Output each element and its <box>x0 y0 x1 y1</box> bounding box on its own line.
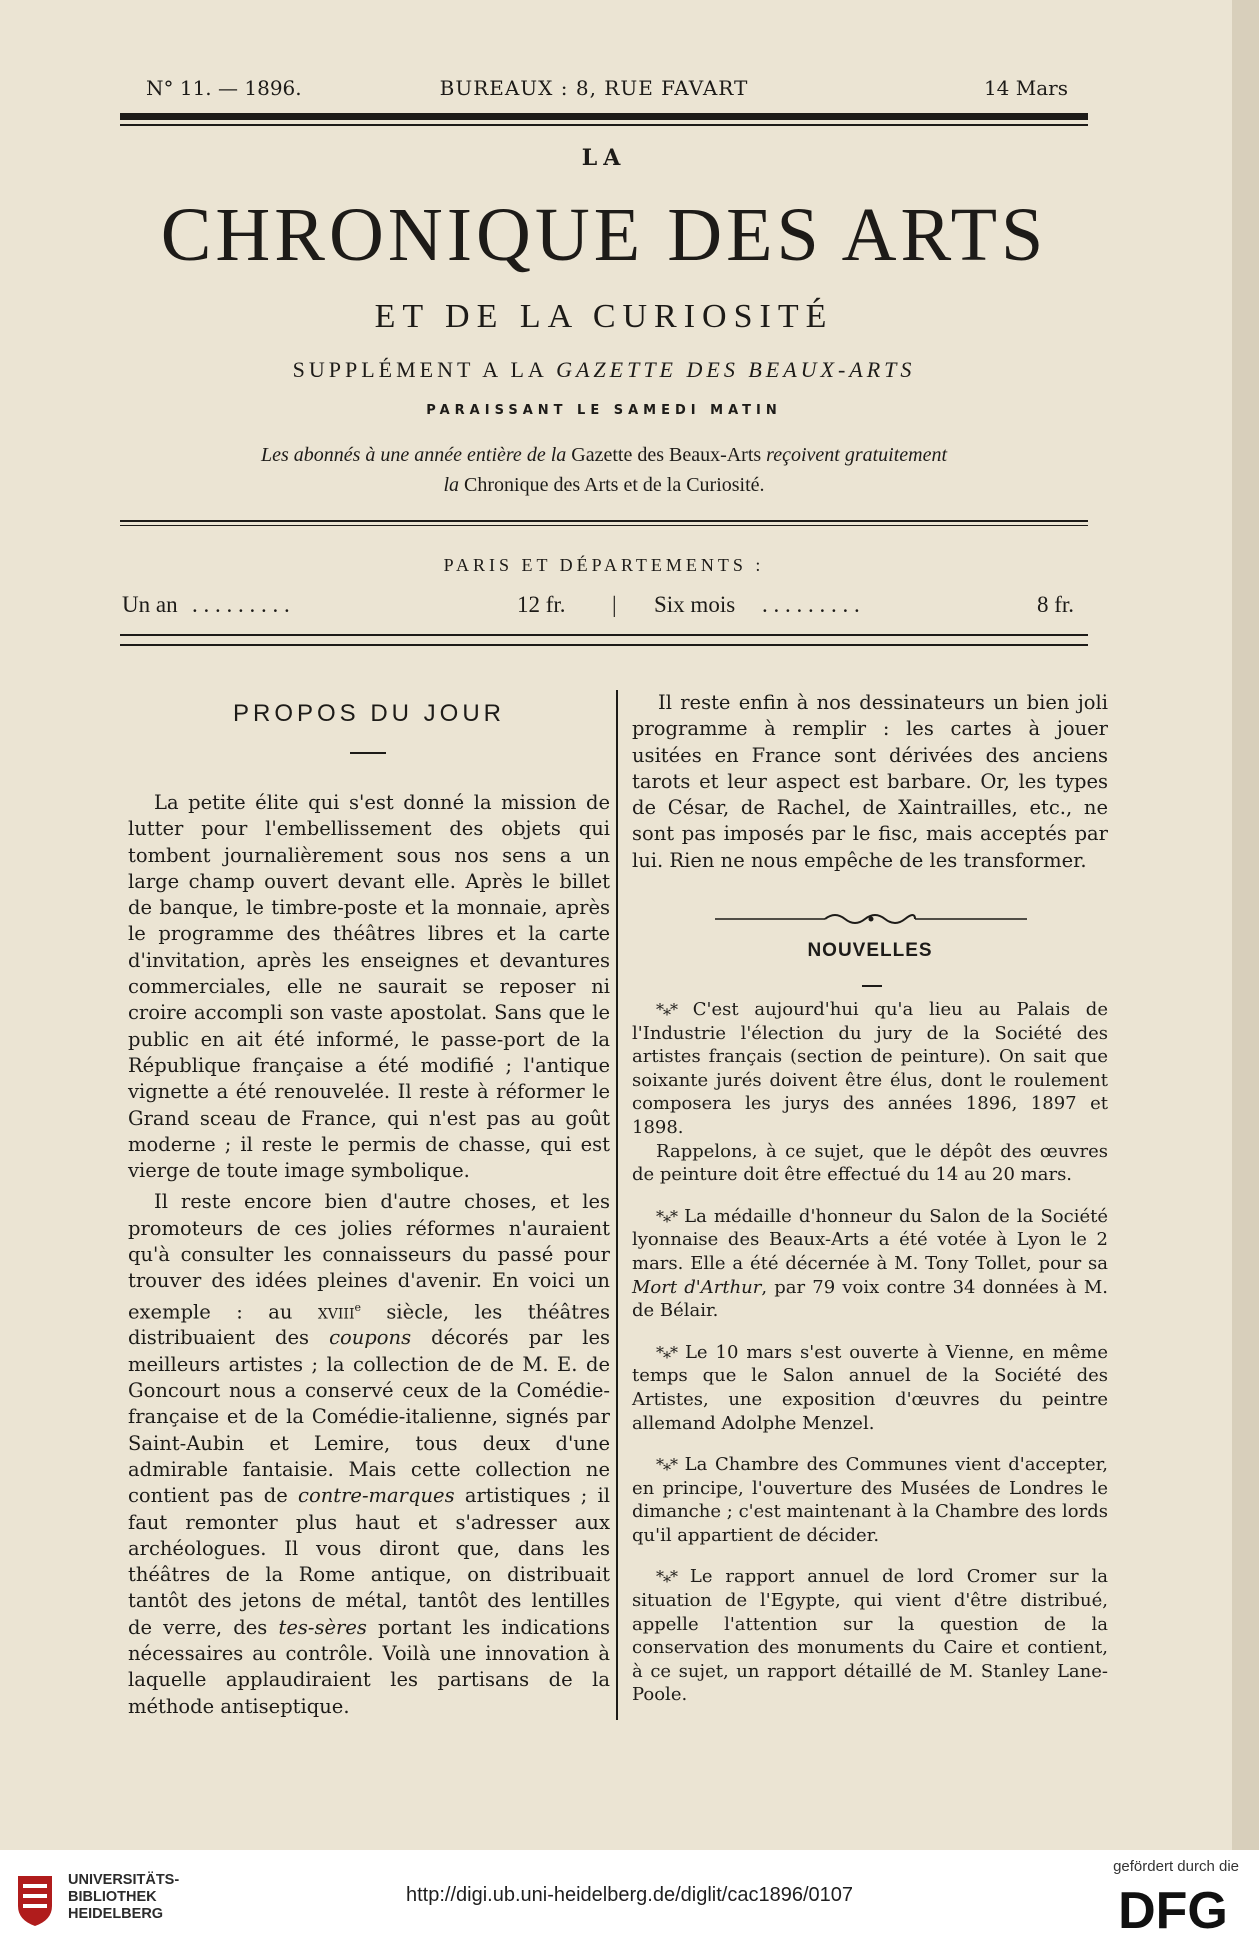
propos-paragraph-1: La petite élite qui s'est donné la mission de lutter pour l'embellissement des objets qui tombent journalièrement sous nos sens a un large champ ouvert devant elle. Après le billet de banque, le timbre-poste et la monnaie, après le programme des théâtres libres et la carte d'invitation, après les enseignes et devantures commerciales, elle ne saurait se reposer ni croire accompli son vaste apostolat. Sans que le public en ait été informé, le passe-port de la République française a été modifié ; l'antique vignette a été renouvelée. Il reste à réformer le Grand sceau de France, qui n'est pas au goût moderne ; il reste le permis de chasse, qui est vierge de toute image symbolique. <box>128 791 610 1183</box>
propos-paragraph-3: Il reste enfin à nos dessinateurs un bien joli programme à remplir : les cartes à jouer usitées en France sont dérivées des anciens tarots et leur aspect est barbare. Or, les types de César, de Rachel, de Xaintrailles, etc., ne sont pas imposés par le fisc, mais acceptés par lui. Rien ne nous empêche de les transformer. <box>632 691 1108 872</box>
news-item: Rappelons, à ce sujet, que le dépôt des œuvres de peinture doit être effectué du 14 au 20 mars. <box>632 1140 1108 1186</box>
dfg-logo-text: DFG <box>1118 1882 1228 1936</box>
news-item: *⁎* Le rapport annuel de lord Cromer sur la situation de l'Egypte, qui vient d'être distribué, appelle l'attention sur la question de la conservation des monuments du Caire et contient, à ce sujet, un rapport détaillé de M. Stanley Lane-Poole. <box>632 1566 1108 1706</box>
supplement-journal: GAZETTE DES BEAUX-ARTS <box>556 357 916 382</box>
rule <box>120 520 1088 522</box>
library-name: UNIVERSITÄTS- BIBLIOTHEK HEIDELBERG <box>68 1872 180 1922</box>
masthead-article: LA <box>581 145 627 171</box>
subscriber-note-e: Chronique des Arts et de la Curiosité. <box>464 474 765 496</box>
subscriber-note-a: Les abonnés à une année entière de la <box>260 444 567 466</box>
dfg-logo-icon <box>1109 1880 1237 1936</box>
subscriber-note-b: Gazette des Beaux-Arts <box>571 444 762 466</box>
rule <box>120 525 1088 526</box>
masthead-title: CHRONIQUE DES ARTS <box>160 193 1048 277</box>
year-label: Un an <box>122 592 178 617</box>
header-thin-rule <box>120 124 1088 126</box>
subscriber-note-c: reçoivent gratuitement <box>766 444 948 466</box>
header-row <box>120 76 1068 104</box>
masthead-subtitle: ET DE LA CURIOSITÉ <box>374 298 834 335</box>
price-separator: | <box>612 592 617 617</box>
paraissant-line: PARAISSANT LE SAMEDI MATIN <box>426 403 782 418</box>
propos-column <box>128 790 610 1720</box>
heading-dash <box>350 752 386 754</box>
six-months-price: 8 fr. <box>1037 592 1075 617</box>
nouvelles-heading: NOUVELLES <box>807 940 933 961</box>
page-edge <box>1232 0 1259 1850</box>
news-item: *⁎* La médaille d'honneur du Salon de la Société lyonnaise des Beaux-Arts a été votée à Lyon le 2 mars. Elle a été décernée à M. Tony Tollet, pour sa Mort d'Arthur, par 79 voix contre 34 données à M. de Bélair. <box>632 1205 1108 1322</box>
propos-heading: PROPOS DU JOUR <box>232 700 506 727</box>
subscription-prices <box>122 592 1088 622</box>
subscriber-note-d: la <box>443 474 460 496</box>
nouvelles-column <box>632 998 1108 1707</box>
propos-paragraph-2: Il reste encore bien d'autre choses, et les promoteurs de ces jolies réformes n'auraient qu'à consulter les connaisseurs du passé pour trouver des idées pleines d'avenir. En voici un exemple : au xviii$^e$ siècle, les théâtres distribuaient des coupons décorés par les meilleurs artistes ; la collection de de M. E. de Goncourt nous a conservé ceux de la Comédie-française et de la Comédie-italienne, signés par Saint-Aubin et Lemire, tous deux d'une admirable fantaisie. Mais cette collection ne contient pas de contre-marques artistiques ; il faut remonter plus haut et s'adresser aux archéologues. Il vous diront que, dans les théâtres de la Rome antique, on distribuait tantôt des jetons de métal, tantôt des lentilles de verre, des tes-sères portant les indications nécessaires au contrôle. Voilà une innovation à laquelle applaudiraient les partisans de la méthode antiseptique. <box>128 1190 610 1718</box>
year-price: 12 fr. <box>517 592 566 617</box>
year-dots: . . . . . . . . . <box>192 592 290 617</box>
six-months-dots: . . . . . . . . . <box>762 592 860 617</box>
supplement-line <box>120 357 1088 383</box>
news-item: *⁎* C'est aujourd'hui qu'a lieu au Palais de l'Industrie l'élection du jury de la Société des artistes français (section de peinture). On sait que soixante jurés doivent être élus, dont le roulement composera les jurys des années 1896, 1897 et 1898. <box>632 999 1108 1138</box>
rule <box>120 644 1088 646</box>
subscriber-note <box>120 440 1088 500</box>
heading-dash <box>862 985 882 987</box>
header-thick-rule <box>120 113 1088 120</box>
news-item: *⁎* La Chambre des Communes vient d'accepter, en principe, l'ouverture des Musées de Londres le dimanche ; c'est maintenant à la Chambre des lords qu'il appartient de décider. <box>632 1454 1108 1546</box>
funding-label: gefördert durch die <box>1113 1858 1239 1875</box>
news-item: *⁎* Le 10 mars s'est ouverte à Vienne, en même temps que le Salon annuel de la Société des Artistes, une exposition d'œuvres du peintre allemand Adolphe Menzel. <box>632 1341 1108 1434</box>
subscription-heading: PARIS ET DÉPARTEMENTS : <box>443 555 765 575</box>
supplement-prefix: SUPPLÉMENT A LA <box>292 357 547 382</box>
ornament-divider <box>715 910 1027 928</box>
rule <box>120 634 1088 636</box>
issue-date: 14 Mars <box>983 76 1068 100</box>
issue-number: N° 11. — 1896. <box>146 76 302 100</box>
bureaux-address: BUREAUX : 8, RUE FAVART <box>439 76 749 100</box>
source-url-link[interactable]: http://digi.ub.uni-heidelberg.de/diglit/cac1896/0107 <box>406 1884 853 1906</box>
propos-continuation <box>632 690 1108 874</box>
six-months-label: Six mois <box>654 592 736 617</box>
column-divider <box>616 690 618 1720</box>
